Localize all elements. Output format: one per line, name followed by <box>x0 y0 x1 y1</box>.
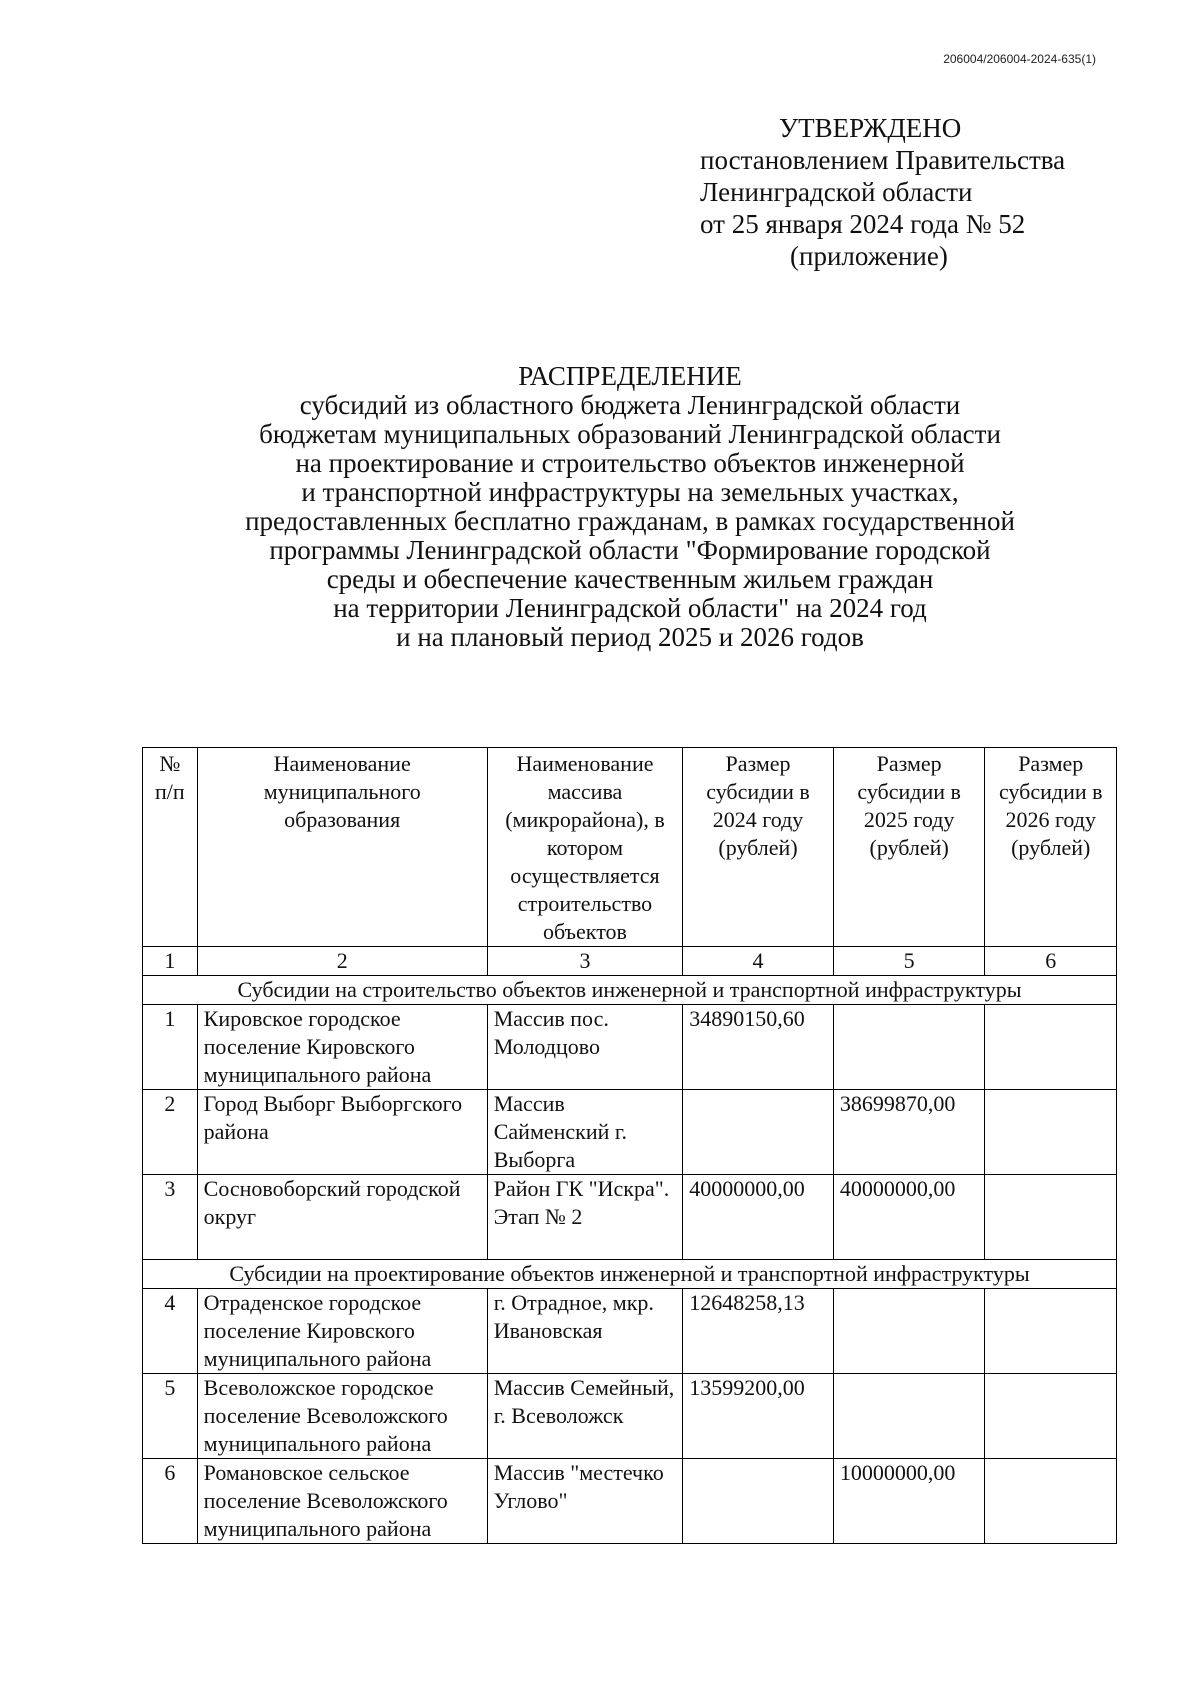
header-area: Наименование массива (микрорайона), в котором осуществляется строительство объектов <box>487 748 682 947</box>
cell-municipality: Романовское сельское поселение Всеволожского муниципального района <box>197 1459 487 1544</box>
cell-2024: 34890150,60 <box>683 1005 834 1090</box>
cell-2025 <box>833 1374 985 1459</box>
header-2026: Размер субсидии в 2026 году (рублей) <box>985 748 1117 947</box>
cell-municipality: Отраденское городское поселение Кировского муниципального района <box>197 1289 487 1374</box>
table-row <box>143 1289 1117 1374</box>
cell-2025: 40000000,00 <box>833 1175 985 1260</box>
heading-line: и транспортной инфраструктуры на земельных участках, <box>301 477 959 507</box>
column-number: 5 <box>833 947 985 976</box>
approval-block <box>700 112 1065 272</box>
cell-2026 <box>985 1459 1117 1544</box>
column-number: 2 <box>197 947 487 976</box>
cell-number: 1 <box>143 1005 198 1090</box>
approval-line: Ленинградской области <box>700 177 973 207</box>
subsidy-table <box>142 747 1117 1544</box>
column-number: 6 <box>985 947 1117 976</box>
approval-line: постановлением Правительства <box>700 145 1066 175</box>
heading-line: и на плановый период 2025 и 2026 годов <box>396 622 864 652</box>
cell-area: Массив пос. Молодцово <box>487 1005 682 1090</box>
cell-2026 <box>985 1005 1117 1090</box>
header-2024: Размер субсидии в 2024 году (рублей) <box>683 748 834 947</box>
header-number: № п/п <box>143 748 198 947</box>
cell-2024 <box>683 1090 834 1175</box>
heading-line: на проектирование и строительство объектов инженерной <box>295 448 965 478</box>
cell-number: 5 <box>143 1374 198 1459</box>
section-title-design: Субсидии на проектирование объектов инженерной и транспортной инфраструктуры <box>143 1260 1117 1289</box>
approval-line: от 25 января 2024 года № 52 <box>700 209 1026 239</box>
cell-number: 6 <box>143 1459 198 1544</box>
heading-line: предоставленных бесплатно гражданам, в рамках государственной <box>245 506 1015 536</box>
cell-2026 <box>985 1090 1117 1175</box>
cell-2025 <box>833 1005 985 1090</box>
table-row <box>143 1005 1117 1090</box>
section-title-construction: Субсидии на строительство объектов инженерной и транспортной инфраструктуры <box>143 976 1117 1005</box>
cell-2024: 13599200,00 <box>683 1374 834 1459</box>
cell-2025 <box>833 1289 985 1374</box>
heading-line: программы Ленинградской области "Формирование городской <box>269 535 991 565</box>
cell-municipality: Всеволожское городское поселение Всеволожского муниципального района <box>197 1374 487 1459</box>
cell-number: 2 <box>143 1090 198 1175</box>
cell-municipality: Город Выборг Выборгского района <box>197 1090 487 1175</box>
table-row <box>143 1090 1117 1175</box>
heading-line: субсидий из областного бюджета Ленинградской области <box>299 390 961 420</box>
heading-line: бюджетам муниципальных образований Ленинградской области <box>259 419 1001 449</box>
cell-number: 3 <box>143 1175 198 1260</box>
section-row <box>143 976 1117 1005</box>
table-header-row <box>143 748 1117 947</box>
cell-2026 <box>985 1175 1117 1260</box>
cell-2026 <box>985 1374 1117 1459</box>
cell-2025: 38699870,00 <box>833 1090 985 1175</box>
cell-number: 4 <box>143 1289 198 1374</box>
cell-area: г. Отрадное, мкр. Ивановская <box>487 1289 682 1374</box>
table-row <box>143 1175 1117 1260</box>
section-row <box>143 1260 1117 1289</box>
cell-2024: 40000000,00 <box>683 1175 834 1260</box>
cell-municipality: Кировское городское поселение Кировского муниципального района <box>197 1005 487 1090</box>
cell-area: Массив Семейный, г. Всеволожск <box>487 1374 682 1459</box>
heading-line: на территории Ленинградской области" на 2024 год <box>333 593 927 623</box>
table-row <box>143 1374 1117 1459</box>
document-heading <box>120 362 1140 652</box>
document-id: 206004/206004-2024-635(1) <box>943 52 1096 66</box>
column-number-row <box>143 947 1117 976</box>
cell-2025: 10000000,00 <box>833 1459 985 1544</box>
header-municipality: Наименование муниципального образования <box>197 748 487 947</box>
header-2025: Размер субсидии в 2025 году (рублей) <box>833 748 985 947</box>
table-row <box>143 1459 1117 1544</box>
column-number: 3 <box>487 947 682 976</box>
column-number: 1 <box>143 947 198 976</box>
cell-2026 <box>985 1289 1117 1374</box>
cell-municipality: Сосновоборский городской округ <box>197 1175 487 1260</box>
cell-2024: 12648258,13 <box>683 1289 834 1374</box>
column-number: 4 <box>683 947 834 976</box>
cell-2024 <box>683 1459 834 1544</box>
heading-line: среды и обеспечение качественным жильем граждан <box>326 564 934 594</box>
approval-title: УТВЕРЖДЕНО <box>779 113 962 143</box>
cell-area: Массив "местечко Углово" <box>487 1459 682 1544</box>
heading-title: РАСПРЕДЕЛЕНИЕ <box>518 361 742 391</box>
cell-area: Массив Сайменский г. Выборга <box>487 1090 682 1175</box>
cell-area: Район ГК "Искра". Этап № 2 <box>487 1175 682 1260</box>
approval-appendix: (приложение) <box>790 241 948 271</box>
